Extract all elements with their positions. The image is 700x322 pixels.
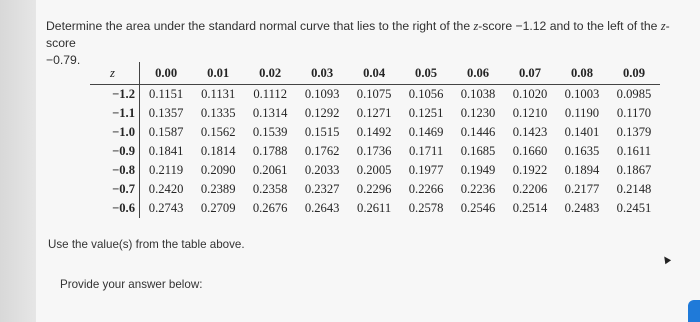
- table-cell: 0.1492: [356, 125, 392, 139]
- table-cell: 0.2578: [408, 201, 444, 215]
- mouse-cursor-icon: ▲: [657, 249, 675, 269]
- question-text-part-4: −0.79.: [46, 53, 81, 67]
- table-cell: 0.1539: [252, 125, 288, 139]
- table-cell: 0.1190: [564, 106, 600, 120]
- column-header: 0.04: [348, 62, 400, 85]
- table-cell: 0.1230: [460, 106, 496, 120]
- table-cell: 0.2676: [252, 201, 288, 215]
- table-cell: 0.2236: [460, 182, 496, 196]
- row-z-label: −1.1: [90, 104, 140, 123]
- z-table: [90, 62, 660, 218]
- table-header-row: [90, 62, 660, 85]
- column-header: 0.08: [556, 62, 608, 85]
- table-cell: 0.1611: [616, 144, 652, 158]
- column-header: 0.09: [608, 62, 660, 85]
- table-cell: 0.2643: [304, 201, 340, 215]
- table-cell: 0.1922: [512, 163, 548, 177]
- table-row: [90, 161, 660, 180]
- table-cell: 0.2483: [564, 201, 600, 215]
- column-header: 0.00: [140, 62, 193, 85]
- column-header: 0.03: [296, 62, 348, 85]
- table-cell: 0.1335: [200, 106, 236, 120]
- table-row: [90, 104, 660, 123]
- question-text-part-3: -score: [46, 19, 670, 50]
- table-cell: 0.1867: [616, 163, 652, 177]
- side-tab-button[interactable]: [688, 300, 700, 322]
- table-cell: 0.1056: [408, 87, 444, 101]
- table-cell: 0.1379: [616, 125, 652, 139]
- table-row: [90, 123, 660, 142]
- table-cell: 0.2033: [304, 163, 340, 177]
- question-text-part-2: -score −1.12 and to the left of the: [478, 19, 661, 33]
- question-card: [36, 0, 700, 322]
- table-cell: 0.1020: [512, 87, 548, 101]
- row-z-label: −0.8: [90, 161, 140, 180]
- table-cell: 0.2148: [616, 182, 652, 196]
- table-cell: 0.1814: [200, 144, 236, 158]
- table-cell: 0.1841: [148, 144, 184, 158]
- table-cell: 0.1587: [148, 125, 184, 139]
- table-cell: 0.2546: [460, 201, 496, 215]
- table-cell: 0.1762: [304, 144, 340, 158]
- table-cell: 0.1446: [460, 125, 496, 139]
- table-cell: 0.1894: [564, 163, 600, 177]
- table-cell: 0.1093: [304, 87, 340, 101]
- column-header: 0.02: [244, 62, 296, 85]
- table-cell: 0.1251: [408, 106, 444, 120]
- row-z-label: −1.2: [90, 85, 140, 105]
- table-cell: 0.1210: [512, 106, 548, 120]
- table-cell: 0.1170: [616, 106, 652, 120]
- table-cell: 0.2389: [200, 182, 236, 196]
- table-cell: 0.2743: [148, 201, 184, 215]
- table-cell: 0.2451: [616, 201, 652, 215]
- table-cell: 0.2420: [148, 182, 184, 196]
- z-variable-2: z: [660, 19, 666, 33]
- table-cell: 0.1038: [460, 87, 496, 101]
- table-cell: 0.1977: [408, 163, 444, 177]
- table-cell: 0.1736: [356, 144, 392, 158]
- table-cell: 0.1401: [564, 125, 600, 139]
- table-cell: 0.2709: [200, 201, 236, 215]
- table-cell: 0.1515: [304, 125, 340, 139]
- table-cell: 0.2611: [357, 201, 392, 215]
- table-row: [90, 85, 660, 105]
- table-cell: 0.1075: [356, 87, 392, 101]
- table-cell: 0.2005: [356, 163, 392, 177]
- table-cell: 0.1562: [200, 125, 236, 139]
- column-header: 0.06: [452, 62, 504, 85]
- table-cell: 0.1711: [408, 144, 444, 158]
- table-cell: 0.1685: [460, 144, 496, 158]
- table-cell: 0.2327: [304, 182, 340, 196]
- table-cell: 0.1292: [304, 106, 340, 120]
- table-cell: 0.1423: [512, 125, 548, 139]
- table-cell: 0.2358: [252, 182, 288, 196]
- table-cell: 0.1271: [356, 106, 392, 120]
- column-header: 0.07: [504, 62, 556, 85]
- table-cell: 0.1949: [460, 163, 496, 177]
- hint-text: Use the value(s) from the table above.: [48, 238, 245, 251]
- table-cell: 0.2266: [408, 182, 444, 196]
- table-cell: 0.1660: [512, 144, 548, 158]
- table-row: [90, 180, 660, 199]
- table-cell: 0.1131: [201, 87, 236, 101]
- table-cell: 0.1788: [252, 144, 288, 158]
- left-margin-strip: [0, 0, 36, 322]
- table-cell: 0.2061: [252, 163, 288, 177]
- table-cell: 0.2206: [512, 182, 548, 196]
- table-cell: 0.1003: [564, 87, 600, 101]
- table-cell: 0.0985: [616, 87, 652, 101]
- z-variable-1: z: [473, 19, 479, 33]
- table-cell: 0.2296: [356, 182, 392, 196]
- table-cell: 0.1357: [148, 106, 184, 120]
- table-cell: 0.1469: [408, 125, 444, 139]
- table-cell: 0.2119: [149, 163, 184, 177]
- table-cell: 0.2090: [200, 163, 236, 177]
- row-z-label: −0.6: [90, 199, 140, 218]
- z-column-header: z: [90, 62, 140, 85]
- table-cell: 0.2514: [512, 201, 548, 215]
- table-body: [90, 85, 660, 219]
- table-cell: 0.1112: [253, 87, 288, 101]
- table-cell: 0.2177: [564, 182, 600, 196]
- row-z-label: −1.0: [90, 123, 140, 142]
- column-header: 0.01: [192, 62, 244, 85]
- row-z-label: −0.7: [90, 180, 140, 199]
- table-cell: 0.1151: [149, 87, 184, 101]
- table-row: [90, 199, 660, 218]
- row-z-label: −0.9: [90, 142, 140, 161]
- table-cell: 0.1314: [252, 106, 288, 120]
- table-row: [90, 142, 660, 161]
- column-header: 0.05: [400, 62, 452, 85]
- table-cell: 0.1635: [564, 144, 600, 158]
- question-text-part-1: Determine the area under the standard normal curve that lies to the right of the: [46, 19, 474, 33]
- answer-label: Provide your answer below:: [60, 278, 203, 291]
